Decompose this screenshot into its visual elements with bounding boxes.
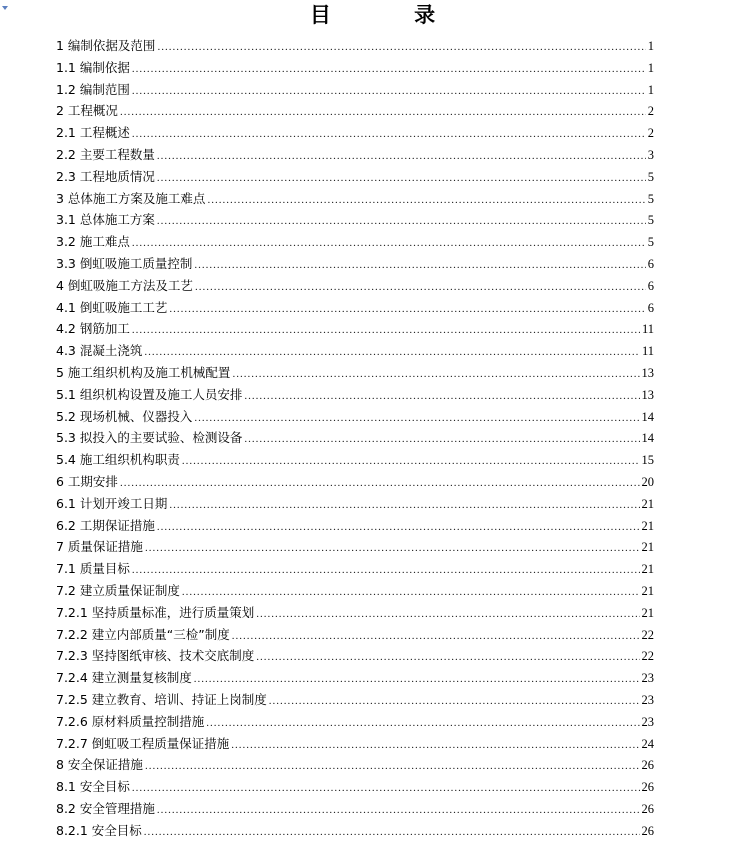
toc-entry-label: 2.2 主要工程数量 [56,146,155,162]
toc-entry-page-number: 5 [647,191,654,206]
toc-entry-page-number: 26 [641,780,654,795]
toc-entry[interactable] [56,711,654,733]
toc-entry-page-number: 1 [647,39,654,53]
toc-dot-leader [232,364,639,386]
toc-entry-page-number: 13 [641,365,654,380]
toc-dot-leader [132,560,640,582]
toc-entry-label: 7.2.7 倒虹吸工程质量保证措施 [56,735,230,751]
toc-entry[interactable] [56,820,654,842]
toc-entry-label: 6.1 计划开竣工日期 [56,495,168,511]
toc-entry-label: 8.2.1 安全目标 [56,822,142,838]
toc-entry-label: 5.3 拟投入的主要试验、检测设备 [56,430,243,446]
toc-dot-leader [194,255,645,277]
toc-dot-leader [132,778,640,800]
toc-dot-leader [195,277,646,299]
toc-dot-leader [145,538,640,560]
toc-entry-page-number: 26 [641,758,654,773]
toc-entry[interactable] [56,406,654,428]
toc-entry-page-number: 26 [641,801,654,816]
toc-entry[interactable] [56,754,654,776]
toc-entry-label: 8.2 安全管理措施 [56,800,155,816]
toc-entry-label: 8.1 安全目标 [56,779,130,795]
toc-entry[interactable] [56,275,654,297]
toc-entry[interactable] [56,667,654,689]
toc-dot-leader [169,299,645,321]
toc-entry[interactable] [56,57,654,79]
toc-entry[interactable] [56,776,654,798]
toc-entry-label: 7.2 建立质量保证制度 [56,582,180,598]
toc-entry-label: 2 工程概况 [56,103,118,119]
toc-dot-leader [232,626,640,648]
toc-dot-leader [132,59,646,81]
toc-entry-label: 5.1 组织机构设置及施工人员安排 [56,386,243,402]
toc-dot-leader [144,822,640,843]
toc-entry-page-number: 21 [641,562,654,577]
toc-dot-leader [120,102,646,124]
toc-entry[interactable] [56,35,654,57]
toc-entry-page-number: 6 [647,300,654,315]
toc-entry-page-number: 21 [641,583,654,598]
toc-entry-page-number: 5 [647,213,654,228]
toc-entry[interactable] [56,645,654,667]
toc-entry[interactable] [56,122,654,144]
toc-dot-leader [182,451,640,473]
toc-entry-label: 1 编制依据及范围 [56,38,156,53]
toc-dot-leader [169,495,639,517]
toc-dot-leader [206,713,639,735]
toc-entry-page-number: 14 [641,409,654,424]
toc-entry-label: 7.2.6 原材料质量控制措施 [56,713,205,729]
toc-dot-leader [182,582,640,604]
toc-dot-leader [120,473,640,495]
toc-entry[interactable] [56,427,654,449]
toc-entry-page-number: 21 [641,496,654,511]
toc-entry[interactable] [56,340,654,362]
toc-entry-page-number: 5 [647,235,654,250]
toc-entry-label: 8 安全保证措施 [56,757,143,773]
toc-entry[interactable] [56,100,654,122]
toc-dot-leader [244,386,639,408]
toc-entry-label: 3.1 总体施工方案 [56,212,155,228]
toc-dot-leader [145,756,640,778]
toc-entry-page-number: 3 [647,147,654,162]
toc-entry-label: 7 质量保证措施 [56,539,143,555]
toc-entry-page-number: 21 [641,518,654,533]
toc-entry-page-number: 1 [647,82,654,97]
toc-entry-page-number: 26 [641,823,654,838]
toc-dot-leader [256,647,639,669]
toc-entry[interactable] [56,733,654,755]
toc-entry-label: 3 总体施工方案及施工难点 [56,190,206,206]
toc-dot-leader [244,429,639,451]
toc-entry-page-number: 23 [641,714,654,729]
toc-dot-leader [157,517,640,539]
toc-entry[interactable] [56,536,654,558]
toc-entry[interactable] [56,580,654,602]
toc-entry-page-number: 14 [641,431,654,446]
toc-entry-label: 7.2.1 坚持质量标准，进行质量策划 [56,604,255,620]
toc-dot-leader [157,168,646,190]
toc-entry-page-number: 22 [641,627,654,642]
toc-entry[interactable] [56,384,654,406]
toc-entry[interactable] [56,209,654,231]
toc-entry[interactable] [56,493,654,515]
toc-dot-leader [132,124,646,146]
toc-entry-label: 3.3 倒虹吸施工质量控制 [56,255,193,271]
toc-dot-leader [256,604,639,626]
toc-dot-leader [269,691,640,713]
toc-entry-label: 4 倒虹吸施工方法及工艺 [56,277,193,293]
toc-entry[interactable] [56,362,654,384]
toc-entry-page-number: 2 [647,104,654,119]
toc-entry-page-number: 21 [641,605,654,620]
toc-dot-leader [157,800,640,822]
toc-entry-page-number: 11 [641,322,654,337]
toc-entry-label: 5 施工组织机构及施工机械配置 [56,364,231,380]
toc-dot-leader [157,211,646,233]
toc-dot-leader [194,408,639,430]
toc-entry-page-number: 21 [641,540,654,555]
toc-dot-leader [194,669,640,691]
toc-entry-page-number: 11 [641,344,654,359]
toc-entry-page-number: 15 [641,453,654,468]
toc-entry-page-number: 22 [641,649,654,664]
toc-dot-leader [132,320,640,342]
toc-entry-label: 1.2 编制范围 [56,81,130,97]
toc-entry-page-number: 5 [647,169,654,184]
toc-entry[interactable] [56,689,654,711]
toc-entry-page-number: 1 [647,60,654,75]
toc-entry[interactable] [56,602,654,624]
toc-entry-label: 7.2.4 建立测量复核制度 [56,670,192,686]
toc-entry-label: 4.1 倒虹吸施工工艺 [56,299,168,315]
toc-entry-label: 6.2 工期保证措施 [56,517,155,533]
toc-entry-label: 5.2 现场机械、仪器投入 [56,408,193,424]
toc-dot-leader [157,146,646,168]
toc-entry-page-number: 20 [641,474,654,489]
toc-entry-label: 2.1 工程概述 [56,125,130,141]
toc-entry[interactable] [56,318,654,340]
toc-entry-page-number: 2 [647,126,654,141]
toc-entry-label: 7.2.5 建立教育、培训、持证上岗制度 [56,691,267,707]
toc-entry-page-number: 23 [641,692,654,707]
toc-entry[interactable] [56,515,654,537]
toc-entry[interactable] [56,471,654,493]
toc-entry-page-number: 24 [641,736,654,751]
toc-entry-label: 2.3 工程地质情况 [56,168,155,184]
toc-dot-leader [132,81,646,103]
toc-entry-label: 3.2 施工难点 [56,234,130,250]
toc-entry-label: 7.1 质量目标 [56,561,130,577]
toc-entry-label: 1.1 编制依据 [56,59,130,75]
toc-entry[interactable] [56,231,654,253]
toc-dot-leader [157,37,645,59]
toc-entry-page-number: 13 [641,387,654,402]
toc-entry-label: 7.2.2 建立内部质量“三检”制度 [56,626,230,642]
table-of-contents [56,35,654,841]
toc-entry[interactable] [56,624,654,646]
toc-entry[interactable] [56,253,654,275]
page-title: 目 录 [309,3,474,27]
toc-entry[interactable] [56,798,654,820]
toc-dot-leader [144,342,640,364]
toc-dot-leader [231,735,639,757]
toc-entry-page-number: 6 [647,278,654,293]
toc-entry[interactable] [56,558,654,580]
toc-entry[interactable] [56,79,654,101]
toc-entry-page-number: 6 [647,256,654,271]
toc-entry-label: 5.4 施工组织机构职责 [56,452,180,468]
toc-entry[interactable] [56,144,654,166]
toc-entry[interactable] [56,449,654,471]
toc-entry-label: 4.3 混凝土浇筑 [56,343,143,359]
toc-entry[interactable] [56,188,654,210]
toc-entry[interactable] [56,297,654,319]
toc-dot-leader [132,233,646,255]
toc-entry-label: 6 工期安排 [56,473,118,489]
toc-entry-label: 7.2.3 坚持图纸审核、技术交底制度 [56,648,255,664]
toc-entry-label: 4.2 钢筋加工 [56,321,130,337]
toc-entry-page-number: 23 [641,671,654,686]
toc-entry[interactable] [56,166,654,188]
toc-dot-leader [207,190,645,212]
